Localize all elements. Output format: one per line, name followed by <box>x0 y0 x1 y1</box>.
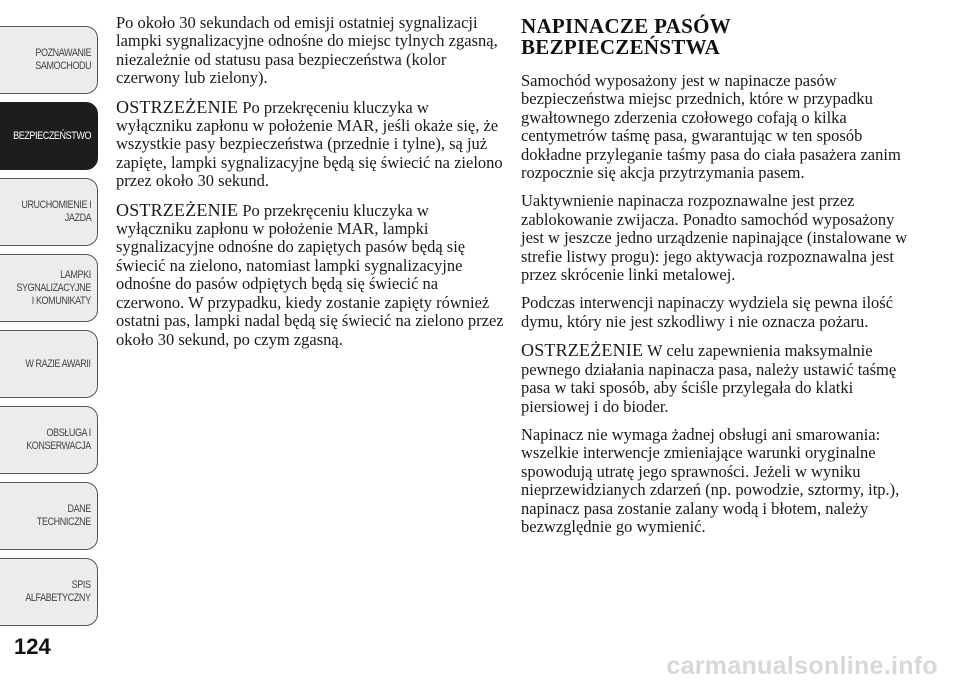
warning-paragraph <box>116 98 504 191</box>
tab-label: POZNAWANIE SAMOCHODU <box>35 47 91 72</box>
warning-text: Po przekręceniu kluczyka w wyłączniku zapłonu w położenie MAR, lampki sygnalizacyjne odnośne do zapiętych pasów będą się świecić na zielono, natomiast lampki sygnalizacyjne odnośne do pasów odpiętych będą się świecić na czerwono. W przypadku, kiedy zostanie zapięty również ostatni pas, lampki nadal będą się świecić na zielono przez około 30 sekund, po czym zgasną. <box>116 200 504 349</box>
tab-dane-techniczne[interactable] <box>0 482 98 550</box>
section-tabs <box>0 0 100 686</box>
warning-label: OSTRZEŻENIE <box>116 96 239 117</box>
tab-label: OBSŁUGA I KONSERWACJA <box>26 427 91 452</box>
heading-line: BEZPIECZEŃSTWA <box>521 35 721 59</box>
left-column <box>116 14 504 359</box>
watermark: carmanualsonline.info <box>666 652 938 680</box>
tab-w-razie-awarii[interactable] <box>0 330 98 398</box>
warning-paragraph <box>521 341 921 416</box>
section-heading <box>521 16 921 58</box>
warning-label: OSTRZEŻENIE <box>521 340 644 361</box>
tab-label: BEZPIECZEŃSTWO <box>13 129 91 142</box>
warning-text: Po przekręceniu kluczyka w wyłączniku zapłonu w położenie MAR, jeśli okaże się, że wszystkie pasy bezpieczeństwa (przednie i tylne), są już zapięte, lampki sygnalizacyjne będą się świecić na zielono przez około 30 sekund. <box>116 97 503 191</box>
paragraph: Samochód wyposażony jest w napinacze pasów bezpieczeństwa miejsc przednich, które w przypadku gwałtownego zderzenia czołowego cofają o kilka centymetrów taśmę pasa, gwarantując w ten sposób dokładne przyleganie taśmy pasa do ciała pasażera zanim rozpocznie się akcja przytrzymania pasem. <box>521 71 901 183</box>
tab-label: SPIS ALFABETYCZNY <box>25 579 91 604</box>
paragraph: Po około 30 sekundach od emisji ostatniej sygnalizacji lampki sygnalizacyjne odnośne do miejsc tylnych zgasną, niezależnie od statusu pasa bezpieczeństwa (kolor czerwony lub zielony). <box>116 13 498 88</box>
tab-obsluga-i-konserwacja[interactable] <box>0 406 98 474</box>
tab-bezpieczenstwo[interactable] <box>0 102 98 170</box>
tab-poznawanie-samochodu[interactable] <box>0 26 98 94</box>
warning-paragraph <box>116 201 504 349</box>
paragraph: Podczas interwencji napinaczy wydziela się pewna ilość dymu, który nie jest szkodliwy i nie oznacza pożaru. <box>521 293 894 331</box>
tab-label: LAMPKI SYGNALIZACYJNE I KOMUNIKATY <box>16 268 91 307</box>
paragraph: Uaktywnienie napinacza rozpoznawalne jest przez zablokowanie zwijacza. Ponadto samochód wyposażony jest w jeszcze jedno urządzenie napinające (instalowane w strefie listwy progu): jego aktywacja rozpoznawalna jest przez skrócenie linki metalowej. <box>521 191 908 285</box>
page-number: 124 <box>14 634 51 659</box>
heading-line: NAPINACZE PASÓW <box>521 14 732 38</box>
tab-spis-alfabetyczny[interactable] <box>0 558 98 626</box>
paragraph: Napinacz nie wymaga żadnej obsługi ani smarowania: wszelkie interwencje zmieniające warunki oryginalne spowodują utratę jego sprawności. Jeżeli w wyniku nieprzewidzianych zdarzeń (np. powodzie, sztormy, itp.), napinacz pasa zostanie zalany wodą i błotem, należy bezwzględnie go wymienić. <box>521 424 900 536</box>
warning-label: OSTRZEŻENIE <box>116 199 239 220</box>
tab-label: URUCHOMIENIE I JAZDA <box>21 199 91 224</box>
tab-uruchomienie-i-jazda[interactable] <box>0 178 98 246</box>
tab-label: W RAZIE AWARII <box>25 357 91 370</box>
tab-lampki-sygnalizacyjne[interactable] <box>0 254 98 322</box>
warning-text: W celu zapewnienia maksymalnie pewnego działania napinacza pasa, należy ustawić taśmę pasa w taki sposób, aby ściśle przylegała do klatki piersiowej i do bioder. <box>521 341 897 416</box>
tab-label: DANE TECHNICZNE <box>36 503 91 528</box>
right-column <box>521 14 921 546</box>
